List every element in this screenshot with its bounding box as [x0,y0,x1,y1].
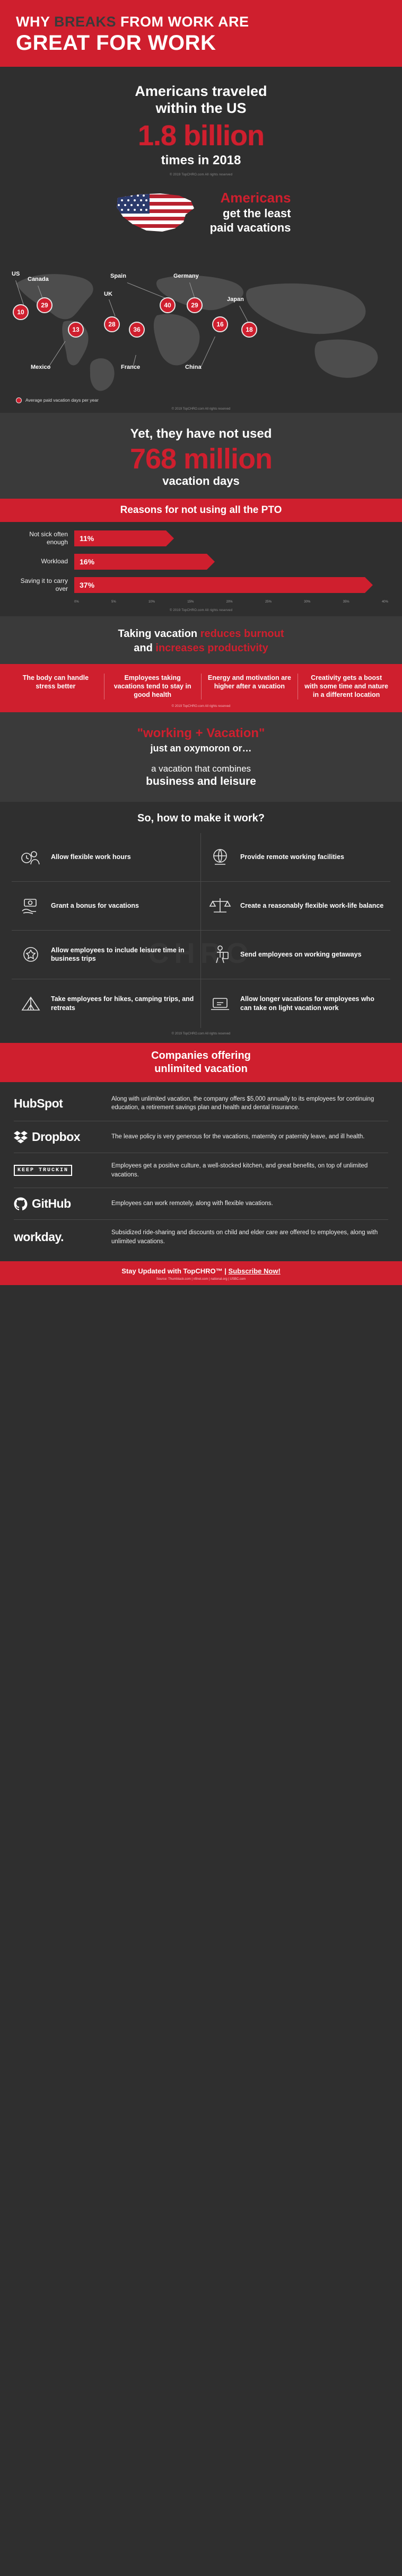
how-cell-7 [12,979,201,1028]
burnout-heading-a: Taking vacation [118,627,200,640]
map-bubble-germany: 29 [187,297,203,313]
how-cell-3 [12,882,201,931]
burnout-benefit-4: Creativity gets a boost with some time and nature in a different location [304,674,388,699]
chart-value-1: 11% [80,534,94,543]
dropbox-mark-icon [14,1130,28,1144]
least-vacation-line-2: get the least [223,206,291,220]
chart-row-3 [12,577,390,593]
keeptruckin-description: Employees get a positive culture, a well-stocked kitchen, and great benefits, on top of unlimited vacations. [111,1162,368,1178]
workday-logo-text: workday. [14,1230,64,1244]
how-text-2: Provide remote working facilities [240,853,344,861]
how-credit: © 2019 TopCHRO.com All rights reserved [171,1032,231,1035]
footer-cta[interactable] [0,1261,402,1278]
how-text-8: Allow longer vacations for employees who can take on light vacation work [240,995,374,1012]
axis-tick-1: 5% [111,600,116,604]
company-row-workday [14,1220,388,1254]
company-row-hubspot [14,1086,388,1121]
burnout-credit: © 2019 TopCHRO.com All rights reserved [0,705,402,712]
how-cell-4 [201,882,390,931]
axis-tick-0: 0% [74,600,79,604]
chart-row-2 [12,554,390,570]
map-bubble-mexico: 13 [68,322,84,338]
axis-tick-6: 30% [304,600,311,604]
axis-tick-5: 25% [265,600,272,604]
axis-tick-8: 40% [381,600,388,604]
legend-dot-icon [16,397,22,403]
oxymoron-line-3: a vacation that combines [151,763,251,774]
burnout-benefits-row [0,664,402,705]
dropbox-logo [14,1130,103,1144]
header-line-1-c: FROM WORK ARE [116,14,249,30]
github-logo-text: GitHub [32,1197,71,1211]
camping-tent-icon [17,990,45,1017]
axis-tick-4: 20% [226,600,233,604]
business-trip-leisure-icon [17,941,45,968]
company-row-keeptruckin [14,1153,388,1188]
chart-bar-2 [74,554,207,570]
keeptruckin-logo-text: KEEP TRUCKIN [14,1165,72,1176]
chart-bar-wrap-3 [74,577,390,593]
dropbox-logo-text: Dropbox [32,1129,81,1144]
chart-row-1 [12,530,390,546]
chart-label-1: Not sick often enough [29,530,68,546]
keeptruckin-logo [14,1165,103,1176]
oxymoron-line-4: business and leisure [146,775,256,787]
travel-big-number: 1.8 billion [137,119,265,152]
reasons-credit: © 2019 TopCHRO.com All rights reserved [169,608,233,612]
flexible-hours-icon [17,843,45,871]
hubspot-logo-text: HubSpot [14,1096,63,1110]
map-label-japan: Japan [227,296,244,303]
how-cell-5 [12,931,201,979]
travel-tail: times in 2018 [161,153,241,167]
header-line-1-a: WHY [16,14,55,30]
how-text-6: Send employees on working getaways [240,950,362,958]
chart-bar-3 [74,577,365,593]
chart-label-2: Workload [41,557,68,565]
usa-flag-map-icon [111,187,202,238]
how-text-4: Create a reasonably flexible work-life balance [240,901,384,909]
burnout-benefit-1: The body can handle stress better [7,674,104,700]
travel-credit: © 2019 TopCHRO.com All rights reserved [169,173,233,176]
section-world-map [0,238,402,413]
how-grid [0,833,402,1028]
company-row-dropbox [14,1121,388,1153]
chart-bar-wrap-2 [74,554,390,570]
burnout-heading-d: increases productivity [155,642,268,654]
least-vacation-line-3: paid vacations [209,221,291,235]
burnout-heading-c: and [134,642,156,654]
company-row-github [14,1188,388,1220]
axis-tick-2: 10% [148,600,155,604]
map-bubble-us: 10 [13,304,29,320]
map-label-mexico: Mexico [31,364,51,370]
chart-bar-1 [74,530,166,546]
section-reasons-chart [0,522,402,616]
travel-title: Americans traveled [135,83,267,99]
how-text-1: Allow flexible work hours [51,853,131,861]
map-bubble-japan: 18 [241,322,257,338]
chart-label-3: Saving it to carry over [20,577,68,592]
section-unused-days [0,413,402,499]
footer-sources: Source: Thumbtack.com | nfinet.com | national.org | USBC.com [0,1278,402,1285]
long-vacation-laptop-icon [206,990,234,1017]
least-vacation-line-1: Americans [220,189,291,206]
map-bubble-uk: 28 [104,316,120,332]
unused-big-number: 768 million [129,442,273,475]
map-bubble-canada: 29 [37,297,53,313]
map-credit: © 2019 TopCHRO.com All rights reserved [171,407,231,411]
workday-description: Subsidized ride-sharing and discounts on child and elder care are offered to employees, along with unlimited vacations. [111,1229,378,1245]
companies-band [0,1043,402,1082]
burnout-benefit-3: Energy and motivation are higher after a vacation [202,674,299,700]
unused-title: Yet, they have not used [130,426,272,441]
dropbox-description: The leave policy is very generous for the vacations, maternity or paternity leave, and ill health. [111,1134,365,1140]
github-mark-icon [14,1197,28,1211]
how-cell-2 [201,833,390,882]
how-text-5: Allow employees to include leisure time in business trips [51,946,185,963]
map-label-spain: Spain [110,272,126,279]
oxymoron-line-2: just an oxymoron or… [150,742,252,754]
axis-tick-7: 35% [343,600,349,604]
burnout-benefit-2: Employees taking vacations tend to stay in good health [104,674,202,700]
header-line-2: GREAT FOR WORK [16,31,216,55]
work-life-balance-scale-icon [206,892,234,919]
footer-trademark: ™ [215,1267,223,1275]
map-label-france: France [121,364,141,370]
map-legend-label: Average paid vacation days per year [25,397,99,403]
section-least-paid-vacations [0,184,402,238]
hubspot-logo [14,1096,103,1111]
remote-globe-icon [206,843,234,871]
chart-value-3: 37% [80,580,95,589]
how-text-7: Take employees for hikes, camping trips, and retreats [51,995,194,1012]
map-legend [16,397,99,403]
section-companies [0,1082,402,1261]
header-line-1 [16,14,386,30]
page-header [0,0,402,67]
hubspot-description: Along with unlimited vacation, the company offers $5,000 annually to its employees for continuing education, a retirement savings plan and health and dental insurance. [111,1095,374,1111]
github-description: Employees can work remotely, along with flexible vacations. [111,1200,273,1207]
chart-value-2: 16% [80,557,95,566]
burnout-heading [0,616,402,664]
section-americans-traveled [0,67,402,184]
footer-sep: | [222,1267,229,1275]
how-cell-6 [201,931,390,979]
world-map-background [0,252,402,395]
map-label-us: US [12,270,20,277]
companies-band-line-1: Companies offering [151,1049,251,1061]
section-how-to-make-it-work [0,802,402,1043]
companies-band-line-2: unlimited vacation [154,1063,248,1075]
how-cell-1 [12,833,201,882]
reasons-band-title: Reasons for not using all the PTO [0,499,402,522]
how-cell-8 [201,979,390,1028]
how-text-3: Grant a bonus for vacations [51,901,139,909]
oxymoron-line-1: "working + Vacation" [137,725,265,740]
map-label-uk: UK [104,290,112,297]
chart-bar-wrap-1 [74,530,390,546]
header-highlight-breaks: BREAKS [54,14,117,30]
unused-tail: vacation days [162,474,240,488]
working-getaway-person-icon [206,941,234,968]
footer-text-a: Stay Updated with TopCHRO [121,1267,216,1275]
bonus-hand-money-icon [17,892,45,919]
map-bubble-france: 36 [129,322,145,338]
map-label-canada: Canada [28,276,49,282]
infographic-page [0,0,402,1285]
burnout-heading-b: reduces burnout [200,627,284,640]
github-logo [14,1197,103,1211]
map-bubble-spain: 40 [160,297,176,313]
map-label-germany: Germany [173,272,199,279]
map-label-china: China [185,364,202,370]
chart-x-axis [74,600,390,604]
travel-subtitle: within the US [155,100,247,117]
least-vacation-text [210,190,291,235]
subscribe-link[interactable]: Subscribe Now! [228,1267,281,1275]
map-bubble-china: 16 [212,316,228,332]
how-heading: So, how to make it work? [137,812,265,824]
axis-tick-3: 15% [187,600,194,604]
workday-logo [14,1230,103,1244]
section-oxymoron [0,712,402,802]
